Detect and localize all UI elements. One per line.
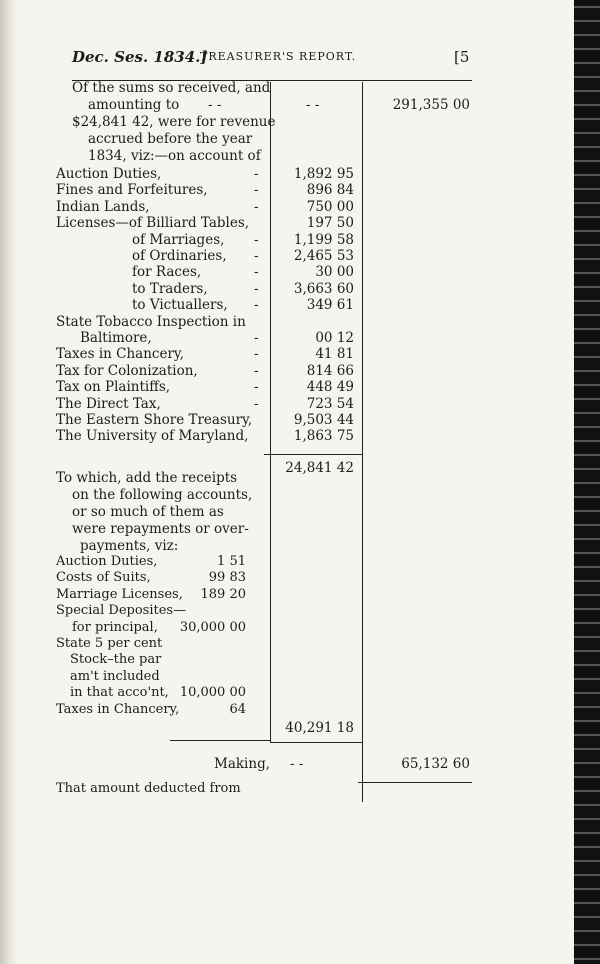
item-value: 1,892 95 [293,166,354,182]
report-title: TREASURER'S REPORT. [200,50,357,63]
item-dash: - [254,330,259,346]
receipt-item-label: for principal, [72,619,158,635]
item-label: Tax on Plaintiffs, [56,379,171,396]
receipt-item-label: am't included [70,668,160,684]
receipt-item-label: in that acco'nt, [70,685,169,701]
item-label: State Tobacco Inspection in [56,313,246,330]
intro-line: Of the sums so received, and [72,80,271,96]
receipt-item-value: 64 [229,701,246,717]
item-value: 9,503 44 [293,412,354,428]
intro-mid-dashes: - - [306,97,320,113]
making-label: Making, [214,756,270,772]
item-value: 3,663 60 [293,280,354,297]
item-dash: - [254,379,259,396]
intro-total: 291,355 00 [392,97,470,113]
making-rule [358,782,472,783]
item-value: 00 12 [315,330,354,346]
page-header [72,48,472,72]
scan-edge-left [0,0,18,964]
intro-dashes: - - [208,97,222,113]
intro-line: $24,841 42, were for revenue [72,114,276,130]
subtotal-value: 24,841 42 [285,460,354,476]
receipt-item-value: 10,000 00 [179,685,246,701]
item-value: 1,863 75 [293,428,354,445]
item-value: 896 84 [306,182,354,199]
item-label: Taxes in Chancery, [56,346,185,363]
item-label: Fines and Forfeitures, [56,182,208,199]
intro-line: accrued before the year [88,131,253,147]
item-dash: - [254,362,259,379]
session-label: Dec. Ses. 1834.] [72,48,208,66]
item-dash: - [254,297,259,314]
page-number: [5 [454,48,470,66]
subtotal-rule [264,454,362,455]
item-label: Auction Duties, [56,166,162,182]
receipts-line: on the following accounts, [72,487,253,503]
receipt-item-label: Costs of Suits, [56,570,151,586]
column-rule-2 [362,82,363,802]
item-label: of Ordinaries, [132,248,227,264]
receipts-line: payments, viz: [80,538,179,554]
item-label: Tax for Colonization, [56,362,198,379]
item-label: Licenses—of Billiard Tables, [56,215,250,232]
item-dash: - [254,198,259,215]
receipts-total-rule [270,742,362,743]
receipt-item-label: Stock–the par [70,652,162,668]
receipt-item-label: Auction Duties, [56,554,158,569]
item-dash: - [254,231,259,248]
item-value: 723 54 [306,395,354,412]
receipt-item-value: 1 51 [217,554,246,569]
intro-line: amounting to [88,97,180,113]
item-value: 1,199 58 [293,231,354,248]
item-dash: - [254,182,259,199]
item-label: Indian Lands, [56,198,150,215]
item-label: for Races, [132,264,202,281]
item-dash: - [254,346,259,363]
item-value: 448 49 [306,379,354,396]
item-value: 2,465 53 [293,248,354,264]
receipt-item-label: Taxes in Chancery, [56,701,180,717]
receipts-line: were repayments or over- [72,521,249,537]
item-dash: - [254,280,259,297]
item-value: 750 00 [306,198,354,215]
item-label: The Direct Tax, [56,395,161,412]
item-label: to Traders, [132,280,208,297]
intro-line: 1834, viz:—on account of [88,148,261,164]
item-dash: - [254,264,259,281]
footer-line: That amount deducted from [56,781,241,796]
receipts-rule-left [170,740,270,741]
item-label: The University of Maryland, [56,428,249,445]
item-dash: - [254,166,259,182]
receipt-item-label: Special Deposites— [56,603,187,619]
making-total: 65,132 60 [401,756,470,772]
item-value: 814 66 [306,362,354,379]
receipt-item-value: 99 83 [208,570,246,586]
making-dashes: - - [290,756,304,772]
receipt-item-value: 189 20 [200,586,246,602]
receipts-line: To which, add the receipts [56,470,238,486]
item-value: 197 50 [306,215,354,232]
item-label: Baltimore, [80,330,152,346]
item-value: 41 81 [315,346,354,363]
receipts-line: or so much of them as [72,504,224,520]
item-dash: - [254,248,259,264]
receipts-total: 40,291 18 [285,720,354,736]
receipt-item-label: Marriage Licenses, [56,586,183,602]
receipt-item-label: State 5 per cent [56,636,163,651]
item-value: 349 61 [306,297,354,314]
item-dash: - [254,395,259,412]
item-label: of Marriages, [132,231,225,248]
item-label: to Victuallers, [132,297,228,314]
scan-edge-right [574,0,600,964]
item-label: The Eastern Shore Treasury, [56,412,253,428]
receipt-item-value: 30,000 00 [179,619,246,635]
item-value: 30 00 [315,264,354,281]
